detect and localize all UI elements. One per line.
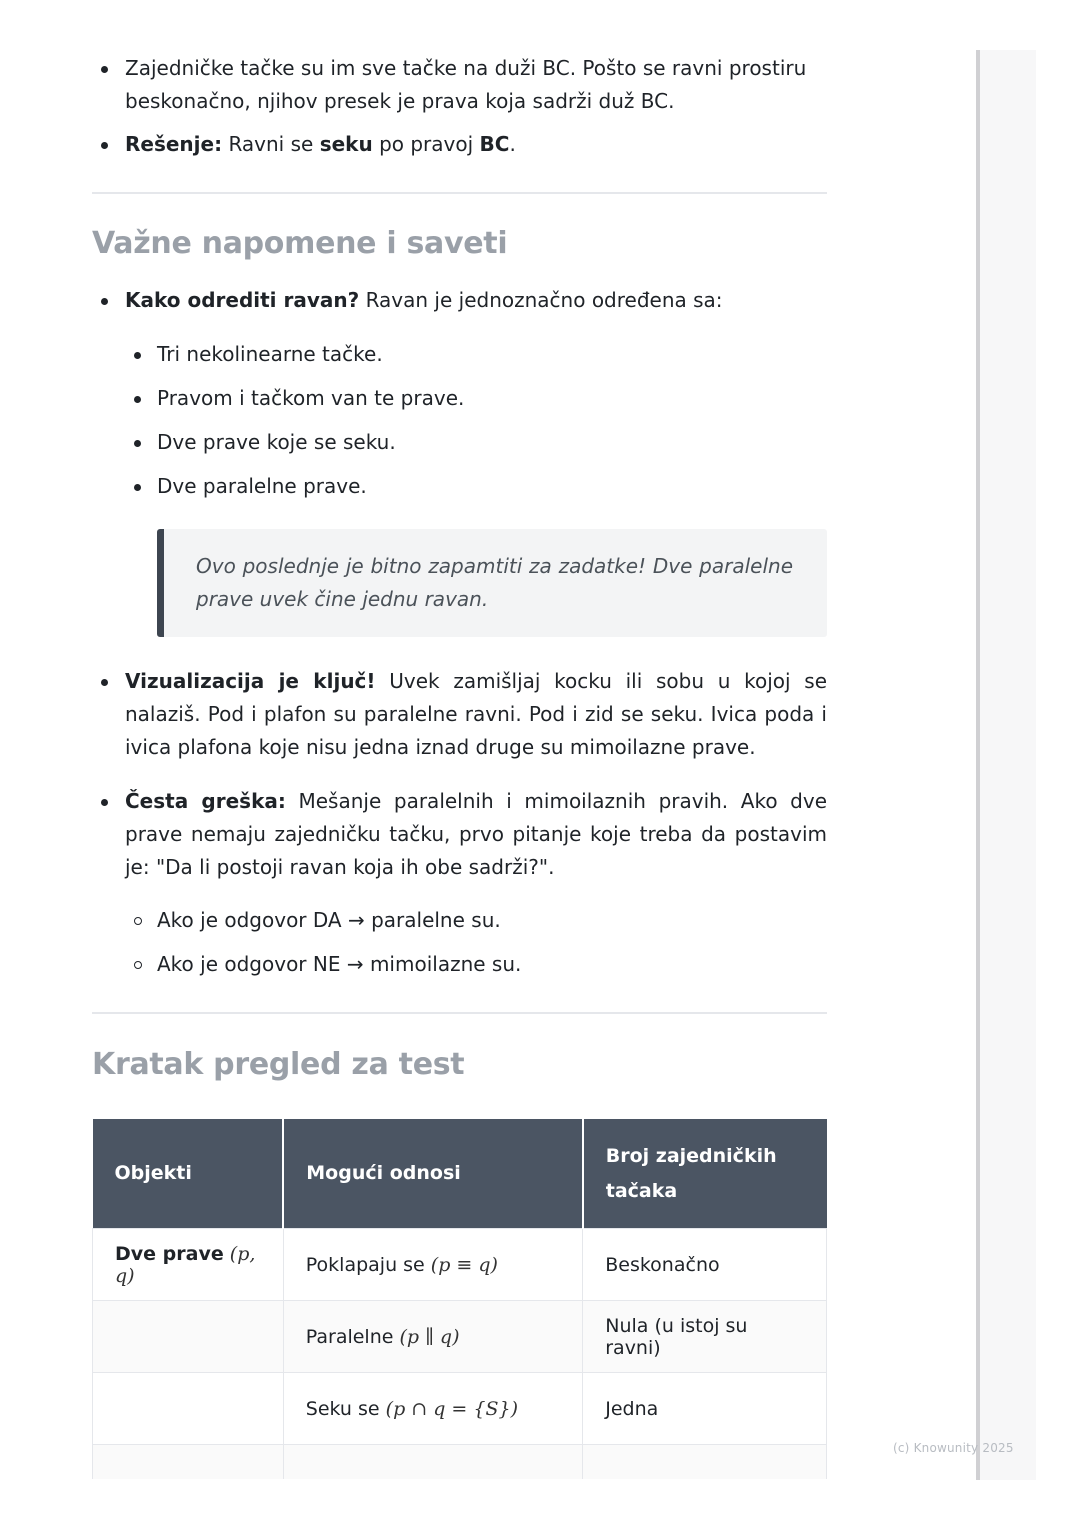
list-item: Rešenje: Ravni se seku po pravoj BC. <box>92 128 827 161</box>
table-row <box>93 1445 827 1480</box>
table-cell: Poklapaju se (p ≡ q) <box>283 1229 582 1301</box>
list-item: Tri nekolinearne tačke. <box>92 338 827 371</box>
table-cell <box>93 1373 284 1445</box>
table-cell: Seku se (p ∩ q = {S}) <box>283 1373 582 1445</box>
table-cell <box>93 1301 284 1373</box>
notes-list <box>92 284 827 317</box>
divider <box>92 192 827 194</box>
section-heading-notes: Važne napomene i saveti <box>92 226 508 261</box>
divider <box>92 1012 827 1014</box>
table-row <box>93 1301 827 1373</box>
column-header: Objekti <box>93 1119 284 1229</box>
margin-panel <box>976 50 1036 1480</box>
answer-list <box>92 904 827 981</box>
column-header: Broj zajedničkih tačaka <box>583 1119 827 1229</box>
table-cell <box>283 1445 582 1480</box>
section-heading-summary: Kratak pregled za test <box>92 1047 465 1082</box>
table-row <box>93 1229 827 1301</box>
table-cell: Beskonačno <box>583 1229 827 1301</box>
table-header-row <box>93 1119 827 1229</box>
plane-definition-list <box>92 338 827 503</box>
tips-list <box>92 665 827 884</box>
column-header: Mogući odnosi <box>283 1119 582 1229</box>
list-item: Dve paralelne prave. <box>92 470 827 503</box>
item-label: Kako odrediti ravan? <box>125 288 360 312</box>
list-item: Česta greška: Mešanje paralelnih i mimoilaznih pravih. Ako dve prave nemaju zajedničku tačku, prvo pitanje koje treba da postavim je: "Da li postoji ravan koja ih obe sadrži?". <box>92 785 827 884</box>
list-item <box>92 52 827 118</box>
list-item: Vizualizacija je ključ! Uvek zamišljaj kocku ili sobu u kojoj se nalaziš. Pod i plafon su paralelne ravni. Pod i zid se seku. Ivica poda i ivica plafona koje nisu jedna iznad druge su mimoilazne prave. <box>92 665 827 764</box>
solution-label: Rešenje: <box>125 132 223 156</box>
item-label: Česta greška: <box>125 789 286 813</box>
list-item: Dve prave koje se seku. <box>92 426 827 459</box>
blockquote-note: Ovo poslednje je bitno zapamtiti za zadatke! Dve paralelne prave uvek čine jednu ravan. <box>157 529 827 637</box>
list-item: Ako je odgovor NE → mimoilazne su. <box>92 948 827 981</box>
list-item: Pravom i tačkom van te prave. <box>92 382 827 415</box>
table-cell: Dve prave (p, q) <box>93 1229 284 1301</box>
table-cell: Nula (u istoj su ravni) <box>583 1301 827 1373</box>
copyright-watermark: (c) Knowunity 2025 <box>893 1441 1014 1455</box>
bullet-text: Zajedničke tačke su im sve tačke na duži BC. Pošto se ravni prostiru beskonačno, njihov presek je prava koja sadrži duž BC. <box>125 56 807 113</box>
summary-table <box>92 1119 827 1479</box>
table-cell: Paralelne (p ∥ q) <box>283 1301 582 1373</box>
item-label: Vizualizacija je ključ! <box>125 669 376 693</box>
table-cell: Jedna <box>583 1373 827 1445</box>
list-item: Kako odrediti ravan? Ravan je jednoznačno određena sa: <box>92 284 827 317</box>
table-cell <box>583 1445 827 1480</box>
table-cell <box>93 1445 284 1480</box>
intro-bullet-list <box>92 52 827 161</box>
list-item: Ako je odgovor DA → paralelne su. <box>92 904 827 937</box>
table-row <box>93 1373 827 1445</box>
